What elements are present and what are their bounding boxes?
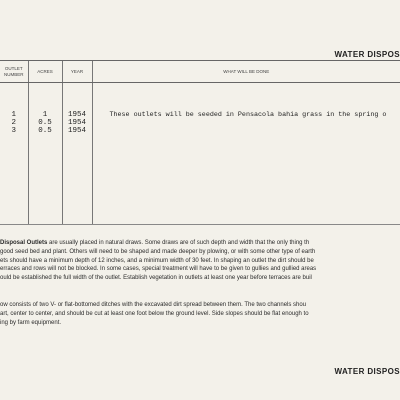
channel-description-paragraph [0, 301, 400, 327]
column-header-acres: ACRES [28, 61, 62, 83]
outlet-number-cell [0, 83, 28, 225]
page-footer-heading: WATER DISPOS [334, 367, 400, 376]
description-cell: These outlets will be seeded in Pensacola bahia grass in the spring o [92, 83, 400, 225]
outlet-table [0, 60, 400, 225]
table-row [0, 83, 400, 225]
paragraph-line: good seed bed and plant. Others will need to be shaped and made deeper by plowing, or with some other type of earth [0, 248, 316, 255]
paragraph-line: erraces and rows will not be blocked. In some cases, special treatment will have to be given to gullies and gullied areas [0, 266, 317, 273]
table-header-row [0, 61, 400, 83]
page-heading: WATER DISPOS [334, 50, 400, 59]
paragraph-line [0, 239, 400, 248]
year-value: 1954 [67, 127, 86, 135]
acres-value: 0.5 [38, 119, 52, 127]
year-value: 1954 [67, 111, 86, 119]
acres-value: 0.5 [38, 127, 52, 135]
paragraph-line: ould be established the full width of the outlet. Establish vegetation in outlets at least one year before terraces are buil [0, 275, 312, 282]
paragraph-line-text: are usually placed in natural draws. Some draws are of such depth and width that the only thing th [47, 240, 310, 246]
outlet-number: 1 [11, 111, 16, 119]
column-header-label: OUTLET NUMBER [3, 65, 24, 77]
year-cell [62, 83, 92, 225]
outlet-number: 3 [11, 127, 16, 135]
acres-value: 1 [42, 111, 48, 119]
column-header-what-will-be-done: WHAT WILL BE DONE [92, 61, 400, 83]
paragraph-line: ing by farm equipment. [0, 319, 62, 326]
year-value: 1954 [67, 119, 86, 127]
column-header-outlet-number [0, 61, 28, 83]
outlet-number: 2 [11, 119, 16, 127]
column-header-year: YEAR [62, 61, 92, 83]
paragraph-line: ow consists of two V- or flat-bottomed ditches with the excavated dirt spread between them. The two channels shou [0, 302, 307, 308]
disposal-outlets-paragraph [0, 239, 400, 283]
acres-cell [28, 83, 62, 225]
paragraph-lead-term: Disposal Outlets [0, 240, 48, 246]
paragraph-line: ets should have a minimum depth of 12 inches, and a minimum width of 30 feet. In shaping an outlet the dirt should be [0, 257, 314, 264]
paragraph-line: art, center to center, and should be cut at least one foot below the ground level. Side slopes should be flat enough to [0, 310, 309, 317]
